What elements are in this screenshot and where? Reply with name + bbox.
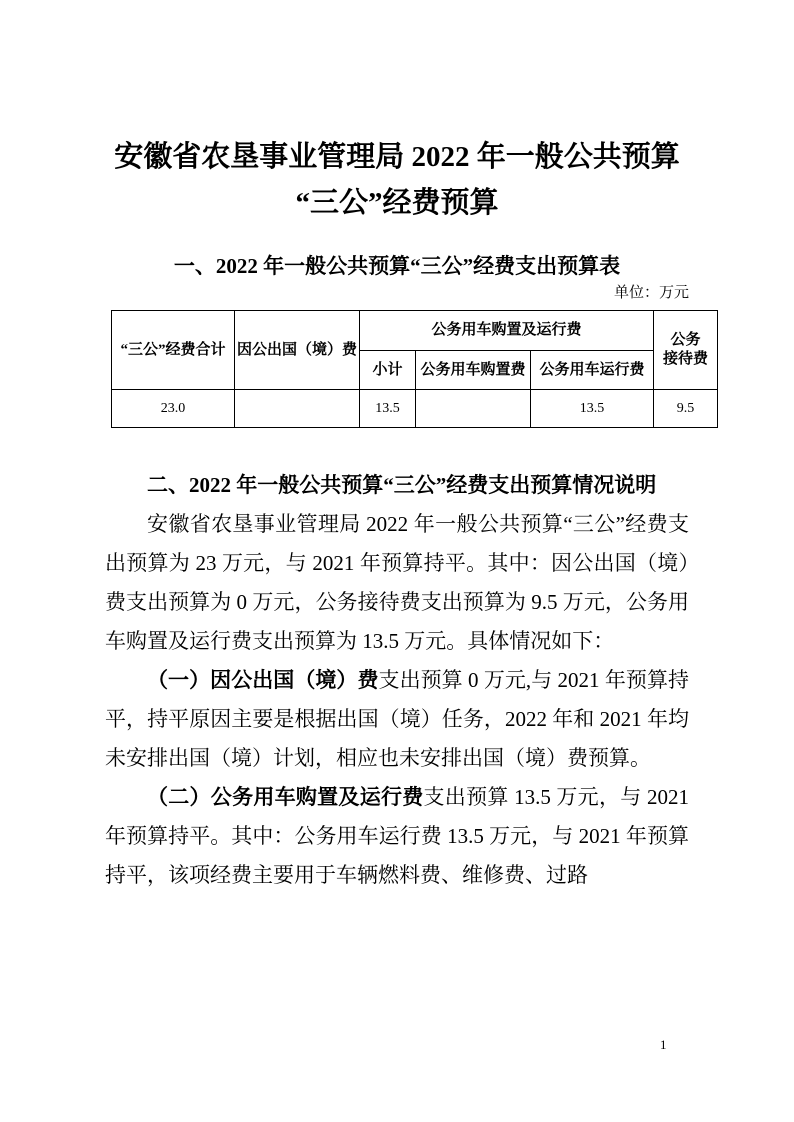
cell-sangong-total: 23.0 xyxy=(112,390,235,428)
col-header-reception-line1: 公务 xyxy=(670,332,701,348)
paragraph-abroad-expense xyxy=(105,661,689,778)
cell-vehicle-subtotal: 13.5 xyxy=(360,390,416,428)
table-data-row xyxy=(112,390,718,428)
page-number: 1 xyxy=(660,1037,667,1052)
paragraph-abroad-expense-text: 支出预算 0 万元,与 2021 年预算持平，持平原因主要是根据出国（境）任务，2022 年和 2021 年均未安排出国（境）计划，相应也未安排出国（境）费预算。 xyxy=(105,668,690,770)
paragraph-overview-text: 安徽省农垦事业管理局 2022 年一般公共预算“三公”经费支出预算为 23 万元，与 2021 年预算持平。其中：因公出国（境）费支出预算为 0 万元，公务接待费支出预算为 9.5 万元，公务用车购置及运行费支出预算为 13.5 万元。具体情况如下： xyxy=(105,512,689,653)
table-header-row-1 xyxy=(112,311,718,351)
section-2-heading: 二、2022 年一般公共预算“三公”经费支出预算情况说明 xyxy=(147,473,657,497)
col-header-vehicle-subtotal: 小计 xyxy=(360,351,416,390)
col-header-sangong-total: “三公”经费合计 xyxy=(112,311,235,390)
paragraph-abroad-expense-lead: （一）因公出国（境）费 xyxy=(147,668,379,692)
cell-abroad xyxy=(235,390,360,428)
paragraph-vehicle-expense-text: 支出预算 13.5 万元，与 2021 年预算持平。其中：公务用车运行费 13.5 万元，与 2021 年预算持平，该项经费主要用于车辆燃料费、维修费、过路 xyxy=(105,785,690,887)
cell-reception: 9.5 xyxy=(654,390,718,428)
cell-vehicle-purchase xyxy=(416,390,531,428)
budget-table xyxy=(111,310,718,428)
col-header-vehicle-group: 公务用车购置及运行费 xyxy=(360,311,654,351)
table-unit-label: 单位：万元 xyxy=(613,285,689,301)
col-header-reception-line2: 接待费 xyxy=(662,351,708,367)
col-header-vehicle-purchase: 公务用车购置费 xyxy=(416,351,531,390)
paragraph-vehicle-expense-lead: （二）公务用车购置及运行费 xyxy=(147,785,424,809)
document-content xyxy=(105,0,708,895)
col-header-abroad: 因公出国（境）费 xyxy=(235,311,360,390)
paragraph-overview xyxy=(105,505,689,661)
col-header-reception xyxy=(654,311,718,390)
document-title: 安徽省农垦事业管理局 2022 年一般公共预算“三公”经费预算 xyxy=(114,141,680,219)
section-1-heading: 一、2022 年一般公共预算“三公”经费支出预算表 xyxy=(173,254,621,278)
col-header-vehicle-operation: 公务用车运行费 xyxy=(531,351,654,390)
cell-vehicle-operation: 13.5 xyxy=(531,390,654,428)
paragraph-vehicle-expense xyxy=(105,778,689,895)
